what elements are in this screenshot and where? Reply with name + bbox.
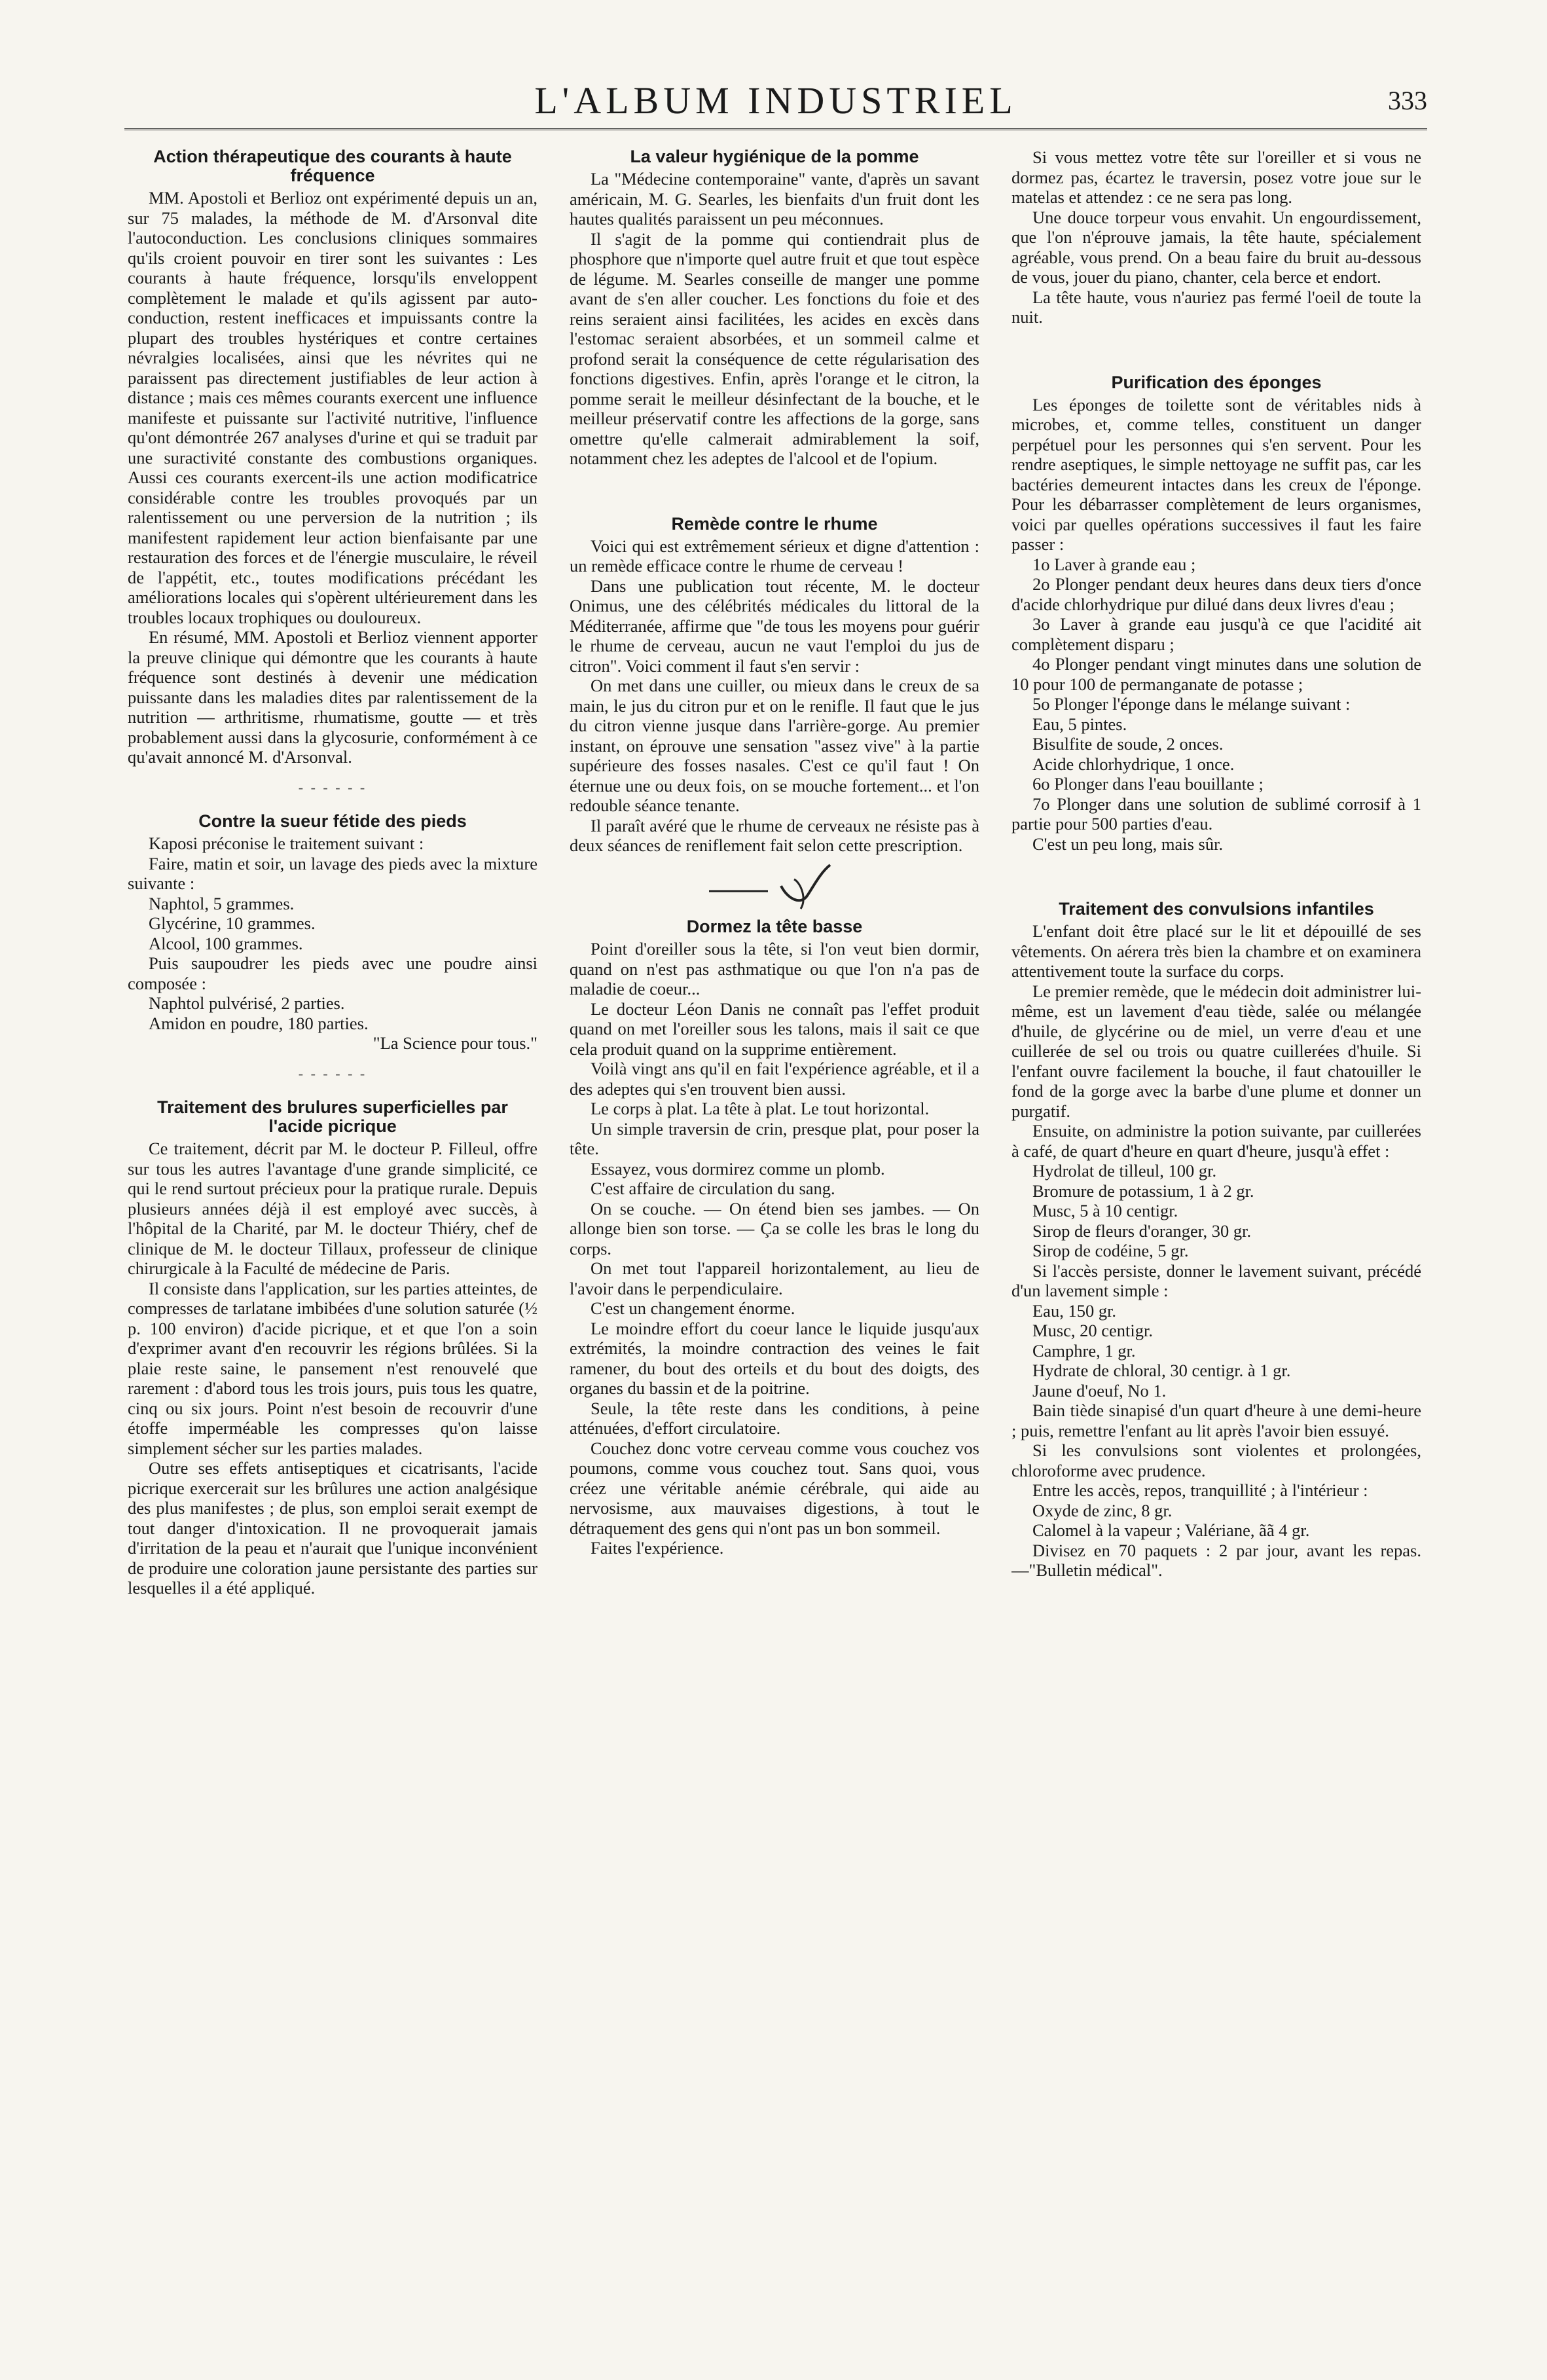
article-title-eponges: Purification des éponges — [1111, 372, 1322, 392]
recipe-line: Acide chlorhydrique, 1 once. — [1032, 754, 1235, 774]
article-title-dormez: Dormez la tête basse — [686, 917, 863, 936]
step: 3o Laver à grande eau jusqu'à ce que l'acidité ait complètement disparu ; — [1011, 614, 1421, 654]
paragraph: Bain tiède sinapisé d'un quart d'heure à une demi-heure ; puis, remettre l'enfant au lit après l'avoir bien essuyé. — [1011, 1401, 1421, 1440]
spacer — [570, 469, 979, 515]
paragraph: Si vous mettez votre tête sur l'oreiller et si vous ne dormez pas, écartez le traversin, posez votre joue sur le matelas et attendez : ce ne sera pas long. — [1011, 147, 1421, 207]
paragraph: Le docteur Léon Danis ne connaît pas l'effet produit quand on met l'oreiller sous les talons, mais il sait ce que cela produit quand on la supprime entièrement. — [570, 998, 979, 1059]
paragraph: En résumé, MM. Apostoli et Berlioz viennent apporter la preuve clinique qui démontre que les courants à haute fréquence sont destinés à devenir une médication puissante dans les maladies dites par ralentissement de la nutrition — arthritisme, rhumatisme, goutte — et très probablement aussi dans la glycosurie, conformément à ce qu'avait annoncé M. d'Arsonval. — [128, 627, 537, 767]
header-rule — [124, 128, 1427, 130]
recipe-line: Eau, 5 pintes. — [1032, 714, 1127, 734]
step: 1o Laver à grande eau ; — [1032, 554, 1196, 574]
recipe-line: Hydrate de chloral, 30 centigr. à 1 gr. — [1032, 1361, 1291, 1380]
paragraph: Entre les accès, repos, tranquillité ; à l'intérieur : — [1032, 1480, 1368, 1500]
paragraph: Seule, la tête reste dans les conditions, à peine atténuées, d'effort circulatoire. — [570, 1398, 979, 1438]
spacer — [1011, 854, 1421, 900]
paragraph: Les éponges de toilette sont de véritables nids à microbes, et, comme telles, constituent un danger perpétuel pour les personnes qui s'en servent. Pour les rendre aseptiques, le simple nettoyage ne suffit pas, car les bactéries demeurent intactes dans les creux de l'éponge. Pour les débarrasser complètement de leurs organismes, voici par quelles opérations successives il faut les faire passer : — [1011, 394, 1421, 554]
paragraph: C'est affaire de circulation du sang. — [591, 1179, 835, 1198]
page-header — [124, 79, 1427, 137]
article-title-sueur: Contre la sueur fétide des pieds — [198, 811, 467, 831]
recipe-line: Glycérine, 10 grammes. — [149, 913, 316, 933]
step: 7o Plonger dans une solution de sublimé corrosif à 1 partie pour 500 parties d'eau. — [1011, 794, 1421, 833]
article-title-courants: Action thérapeutique des courants à haute fréquence — [153, 147, 512, 185]
recipe-line: Bromure de potassium, 1 à 2 gr. — [1032, 1181, 1254, 1201]
paragraph: Il s'agit de la pomme qui contiendrait plus de phosphore que n'importe quel autre fruit et que tout espèce de légume. M. Searles conseille de manger une pomme avant de s'en aller coucher. Les fonctions du foie et des reins seraient ainsi facilitées, les acides en excès dans l'estomac seraient absorbées, et un sommeil calme et profond serait la conséquence de cette régularisation des fonctions digestives. Enfin, après l'orange et le citron, la pomme serait le meilleur désinfectant de la bouche, et le meilleur préservatif contre les affections de la gorge, sans omettre qu'elle calmerait admirablement la soif, notamment chez les adeptes de l'alcool et de l'opium. — [570, 229, 979, 468]
step: 4o Plonger pendant vingt minutes dans une solution de 10 pour 100 de permanganate de potasse ; — [1011, 654, 1421, 694]
recipe-line: Alcool, 100 grammes. — [149, 933, 303, 953]
column-1 — [128, 147, 537, 2328]
recipe-line: Naphtol, 5 grammes. — [149, 893, 295, 913]
paragraph: Ensuite, on administre la potion suivante, par cuillerées à café, de quart d'heure en quart d'heure, jusqu'à effet : — [1011, 1121, 1421, 1161]
step: 5o Plonger l'éponge dans le mélange suivant : — [1032, 694, 1351, 714]
column-3 — [1011, 147, 1421, 2328]
column-2 — [570, 147, 979, 2328]
recipe-line: Eau, 150 gr. — [1032, 1300, 1117, 1321]
separator: - - - - - - — [298, 778, 367, 796]
paragraph: Ce traitement, décrit par M. le docteur P. Filleul, offre sur tous les autres l'avantage d'une grande simplicité, ce qui le rend surtout précieux pour la pratique rurale. Depuis plusieurs années déjà il est employé avec succès, à l'hôpital de la Charité, par M. le docteur Thiéry, chef de clinique de M. le docteur Tillaux, professeur de clinique chirurgicale à la Faculté de médecine de Paris. — [128, 1139, 537, 1278]
recipe-line: Sirop de fleurs d'oranger, 30 gr. — [1032, 1220, 1252, 1241]
article-title-rhume: Remède contre le rhume — [671, 513, 878, 534]
recipe-line: Jaune d'oeuf, No 1. — [1032, 1380, 1167, 1401]
paragraph: Outre ses effets antiseptiques et cicatrisants, l'acide picrique exercerait sur les brûlures une action analgésique des plus manifestes ; de plus, son emploi serait exempt de tout danger d'intoxication. Il ne provoquerait jamais d'irritation de la peau et n'aurait que l'unique inconvénient de produire une coloration jaune persistante des parties sur lesquelles il a été appliqué. — [128, 1458, 537, 1598]
flourish-icon — [696, 860, 853, 912]
recipe-line: Calomel à la vapeur ; Valériane, ãã 4 gr. — [1032, 1520, 1310, 1540]
paragraph: Il paraît avéré que le rhume de cerveaux ne résiste pas à deux séances de reniflement fait selon cette prescription. — [570, 815, 979, 855]
paragraph: Le corps à plat. La tête à plat. Le tout horizontal. — [591, 1099, 930, 1118]
journal-title: L'ALBUM INDUSTRIEL — [534, 79, 1017, 122]
recipe-line: Bisulfite de soude, 2 onces. — [1032, 734, 1224, 754]
paragraph: Essayez, vous dormirez comme un plomb. — [591, 1158, 885, 1179]
paragraph: MM. Apostoli et Berlioz ont expérimenté depuis un an, sur 75 malades, la méthode de M. d'Arsonval dite l'autoconduction. Les conclusions cliniques sommaires qu'ils croient pouvoir en tirer sont les suivantes : Les courants à haute fréquence, lorsqu'ils enveloppent complètement le malade et qu'ils agissent par auto-conduction, restent inefficaces et impuissants contre la plupart des troubles hystériques et contre certaines névralgies localisées, ainsi que les névrites qui ne paraissent pas directement justifiables de leur action à distance ; mais ces mêmes courants exercent une influence manifeste et puissante sur l'activité nutritive, l'influence qu'ont démontrée 267 analyses d'urine et qui se traduit par une suractivité constante des combustions organiques. Aussi ces courants exercent-ils une action modificatrice considérable contre les troubles provoqués par un ralentissement ou une perversion de la nutrition ; ils manifestent rapidement leur action bienfaisante par une restauration des forces et de l'énergie musculaire, le réveil de l'appétit, etc., toutes modifications précédant les améliorations locales qui s'opèrent ultérieurement dans les troubles locaux trophiques ou douloureux. — [128, 188, 537, 627]
paragraph: Un simple traversin de crin, presque plat, pour poser la tête. — [570, 1118, 979, 1158]
recipe-line: Naphtol pulvérisé, 2 parties. — [149, 993, 345, 1013]
article-title-pomme: La valeur hygiénique de la pomme — [630, 147, 919, 166]
paragraph: Divisez en 70 paquets : 2 par jour, avant les repas.—"Bulletin médical". — [1011, 1540, 1421, 1580]
paragraph: Le moindre effort du coeur lance le liquide jusqu'aux extrémités, la moindre contraction des veines le fait ramener, du bout des orteils et du bout des doigts, des organes du bassin et de la poitrine. — [570, 1318, 979, 1398]
paragraph: Point d'oreiller sous la tête, si l'on veut bien dormir, quand on n'est pas asthmatique ou que l'on n'a pas de maladie de coeur... — [570, 939, 979, 998]
recipe-line: Camphre, 1 gr. — [1032, 1340, 1136, 1361]
paragraph: Si les convulsions sont violentes et prolongées, chloroforme avec prudence. — [1011, 1440, 1421, 1480]
recipe-line: Musc, 20 centigr. — [1032, 1321, 1153, 1340]
step: 6o Plonger dans l'eau bouillante ; — [1032, 774, 1264, 794]
recipe-line: Oxyde de zinc, 8 gr. — [1032, 1500, 1173, 1520]
paragraph: C'est un changement énorme. — [591, 1298, 795, 1318]
recipe-line: Sirop de codéine, 5 gr. — [1032, 1241, 1189, 1260]
paragraph: Si l'accès persiste, donner le lavement suivant, précédé d'un lavement simple : — [1011, 1260, 1421, 1300]
spacer — [1011, 327, 1421, 373]
paragraph: Kaposi préconise le traitement suivant : — [149, 833, 424, 853]
article-title-brulures: Traitement des brulures superficielles par l'acide picrique — [157, 1097, 508, 1136]
paragraph: Voilà vingt ans qu'il en fait l'expérience agréable, et il a des adeptes qui s'en trouvent bien aussi. — [570, 1059, 979, 1099]
paragraph: Dans une publication tout récente, M. le docteur Onimus, une des célébrités médicales du littoral de la Méditerranée, affirme que "de tous les moyens pour guérir le rhume de cerveau, aucun ne vaut l'emploi du jus de citron". Voici comment il faut s'en servir : — [570, 576, 979, 676]
step: 2o Plonger pendant deux heures dans deux tiers d'once d'acide chlorhydrique pur dilué dans deux livres d'eau ; — [1011, 574, 1421, 614]
paragraph: Une douce torpeur vous envahit. Un engourdissement, que l'on n'éprouve jamais, la tête haute, spécialement agréable, vous prend. On a beau faire du bruit au-dessous de vous, jouer du piano, chanter, cela berce et endort. — [1011, 207, 1421, 287]
recipe-line: Hydrolat de tilleul, 100 gr. — [1032, 1161, 1217, 1181]
signature-flourish — [570, 860, 979, 917]
paragraph: On se couche. — On étend bien ses jambes. — On allonge bien son torse. — Ça se colle les bras le long du corps. — [570, 1198, 979, 1258]
paragraph: La "Médecine contemporaine" vante, d'après un savant américain, M. G. Searles, les bienfaits d'un fruit dont les hautes qualités paraissent un peu méconnues. — [570, 169, 979, 229]
paragraph: Faire, matin et soir, un lavage des pieds avec la mixture suivante : — [128, 853, 537, 893]
paragraph: Couchez donc votre cerveau comme vous couchez vos poumons, comme vous couchez tout. Sans quoi, vous créez une véritable anémie cérébrale, qui aide au nervosisme, aux mauvaises digestions, à tout le détraquement des gens qui n'ont pas un bon sommeil. — [570, 1438, 979, 1538]
paragraph: L'enfant doit être placé sur le lit et dépouillé de ses vêtements. On aérera très bien la chambre et on examinera attentivement toute la surface du corps. — [1011, 921, 1421, 981]
recipe-line: Musc, 5 à 10 centigr. — [1032, 1201, 1178, 1220]
paragraph: La tête haute, vous n'auriez pas fermé l'oeil de toute la nuit. — [1011, 287, 1421, 327]
paragraph: On met tout l'appareil horizontalement, au lieu de l'avoir dans le perpendiculaire. — [570, 1258, 979, 1298]
paragraph: Voici qui est extrêmement sérieux et digne d'attention : un remède efficace contre le rhume de cerveau ! — [570, 536, 979, 576]
paragraph: Le premier remède, que le médecin doit administrer lui-même, est un lavement d'eau tiède, salée ou mélangée d'huile, de glycérine ou de miel, un verre d'eau et une cuillerée de sel ou trois ou quatre cuillerées d'huile. Si l'enfant ouvre facilement la bouche, il faut chatouiller le fond de la gorge avec la barbe d'une plume et donner un purgatif. — [1011, 981, 1421, 1121]
paragraph: Faites l'expérience. — [591, 1538, 724, 1558]
recipe-line: Amidon en poudre, 180 parties. — [149, 1013, 369, 1033]
source-credit: "La Science pour tous." — [373, 1033, 537, 1053]
page-number: 333 — [1388, 86, 1427, 115]
paragraph: Puis saupoudrer les pieds avec une poudre ainsi composée : — [128, 953, 537, 993]
separator: - - - - - - — [298, 1065, 367, 1082]
paragraph: Il consiste dans l'application, sur les parties atteintes, de compresses de tarlatane imbibées d'une solution saturée (½ p. 100 environ) d'acide picrique, et et que l'on a soin d'exprimer avant d'en recouvrir les régions brûlées. Si la plaie reste saine, le pansement n'est renouvelé que rarement : d'abord tous les trois jours, puis tous les quatre, cinq ou six jours. Point n'est besoin de recouvrir d'une étoffe imperméable les compresses qu'on laisse simplement sécher sur les parties malades. — [128, 1278, 537, 1458]
paragraph: On met dans une cuiller, ou mieux dans le creux de sa main, le jus du citron pur et on le renifle. Il faut que le jus du citron vienne jusque dans l'arrière-gorge. Au premier instant, on éprouve une sensation "assez vive" à la partie supérieure des fosses nasales. C'est ce qu'il faut ! On éternue une ou deux fois, on se mouche fortement... et l'on redouble séance tenante. — [570, 676, 979, 815]
article-title-convulsions: Traitement des convulsions infantiles — [1059, 899, 1374, 919]
paragraph: C'est un peu long, mais sûr. — [1032, 833, 1224, 854]
